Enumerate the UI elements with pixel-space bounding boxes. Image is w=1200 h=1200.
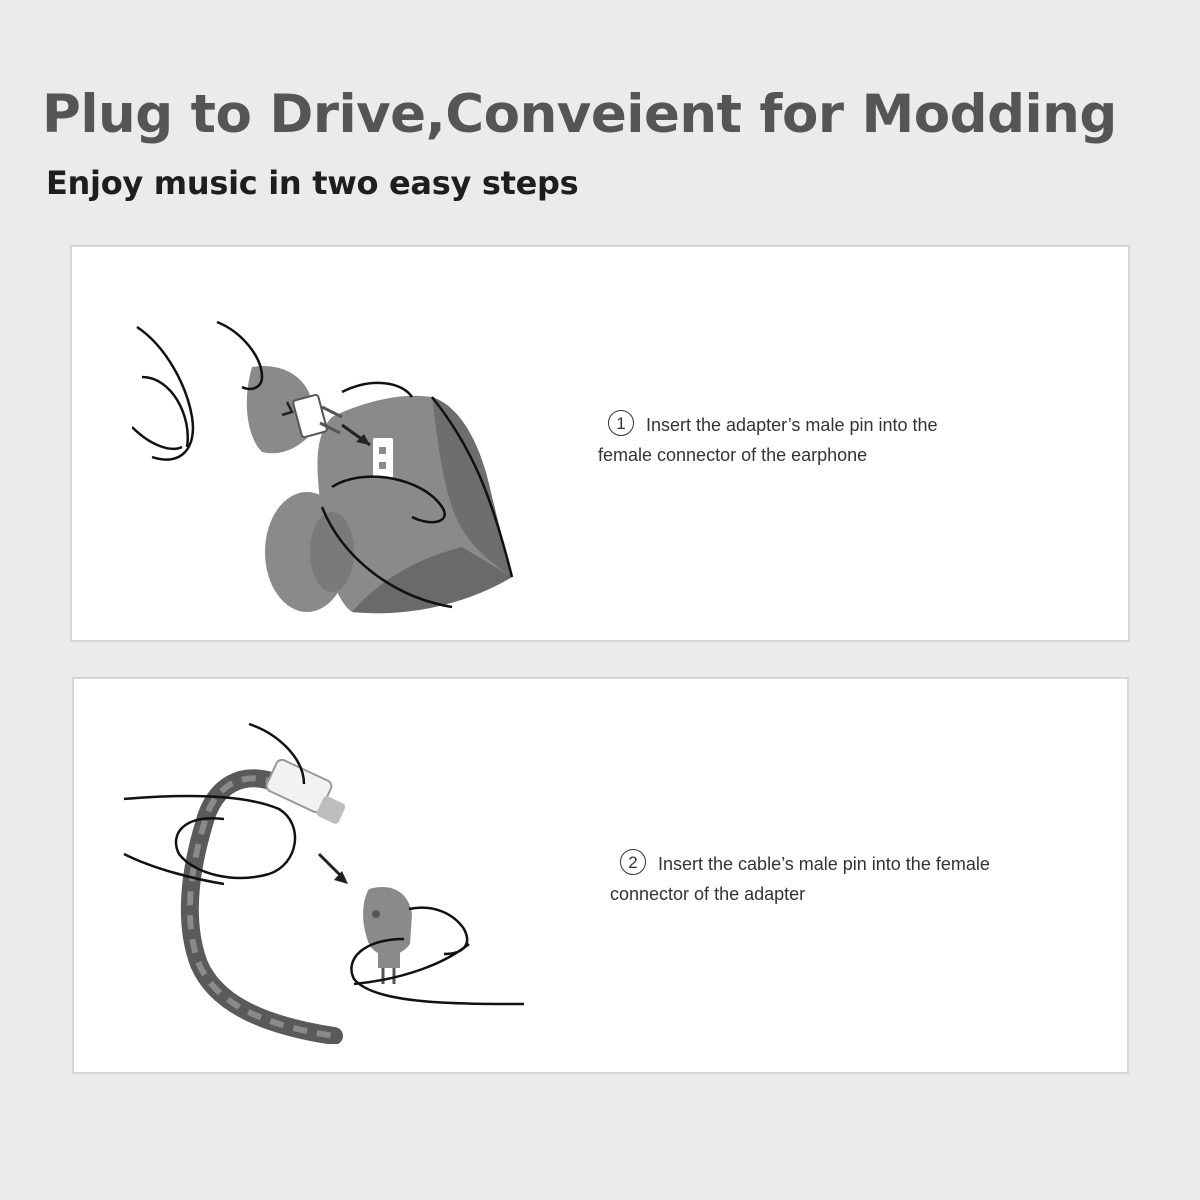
step-1-instruction [598, 410, 1028, 470]
step-number-badge: 1 [608, 410, 634, 436]
hand-inserting-cable-into-adapter-illustration [104, 714, 584, 1044]
ear-tip-inner [310, 512, 354, 592]
hand-outline-left [132, 327, 193, 460]
step-1-line-2: female connector of the earphone [598, 445, 868, 465]
step-number-badge: 2 [620, 849, 646, 875]
step-2-instruction [610, 849, 1060, 909]
step-1-panel [70, 245, 1130, 642]
female-socket [372, 437, 394, 479]
hand-inserting-adapter-into-earphone-illustration [132, 307, 532, 627]
page-title: Plug to Drive,Conveient for Modding [42, 84, 1117, 145]
page-subtitle: Enjoy music in two easy steps [46, 164, 579, 202]
step-2-line-2: connector of the adapter [610, 884, 806, 904]
step-2-line-1: Insert the cable’s male pin into the female [658, 854, 990, 874]
step-2-panel [72, 677, 1129, 1074]
step-1-line-1: Insert the adapter’s male pin into the [646, 415, 938, 435]
